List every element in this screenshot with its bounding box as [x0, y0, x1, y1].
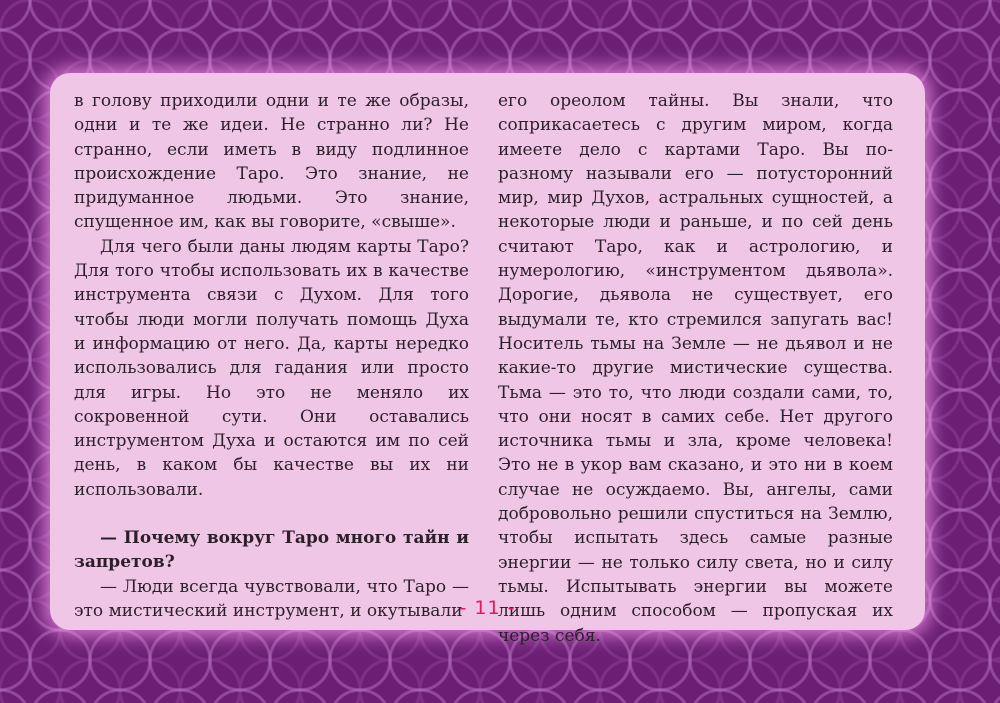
- paragraph: его ореолом тайны. Вы знали, что соприкасаетесь с другим миром, когда имеете дело с картами Таро. Вы по-разному называли его — потусторонний мир, мир Духов, астральных сущностей, а некоторые люди и раньше, и по сей день считают Таро, как и астрологию, и нумерологию, «инструментом дьявола». Дорогие, дьявола не существует, его выдумали те, кто стремился запугать вас! Носитель тьмы на Земле — не дьявол и не какие-то другие мистические существа. Тьма — это то, что люди создали сами, то, что они носят в самих себе. Нет другого источника тьмы и зла, кроме человека! Это не в укор вам сказано, и это ни в коем случае не осуждаемо. Вы, ангелы, сами добровольно решили спуститься на Землю, чтобы испытать здесь самые разные энергии — не только силу света, но и силу тьмы. Испытывать энергии вы можете лишь одним способом — пропуская их через себя.: [498, 91, 893, 646]
- right-column: [498, 89, 893, 648]
- paragraph: в голову приходили одни и те же образы, одни и те же идеи. Не странно ли? Не странно, если иметь в виду подлинное происхождение Таро. Это знание, не придуманное людьми. Это знание, спущенное им, как вы говорите, «свыше».: [74, 91, 469, 233]
- question-heading: — Почему вокруг Таро много тайн и запретов?: [74, 528, 469, 573]
- page-number: - 11 -: [459, 597, 516, 619]
- left-column: [74, 89, 469, 623]
- paragraph: — Люди всегда чувствовали, что Таро — это мистический инструмент, и окутывали: [74, 576, 469, 621]
- paragraph: Для чего были даны людям карты Таро? Для того чтобы использовать их в качестве инструмента связи с Духом. Для того чтобы люди могли получать помощь Духа и информацию от него. Да, карты нередко использовались для гадания или просто для игры. Но это не меняло их сокровенной сути. Они оставались инструментом Духа и остаются им по сей день, в каком бы качестве вы их ни использовали.: [74, 236, 469, 500]
- page-panel: [50, 73, 925, 646]
